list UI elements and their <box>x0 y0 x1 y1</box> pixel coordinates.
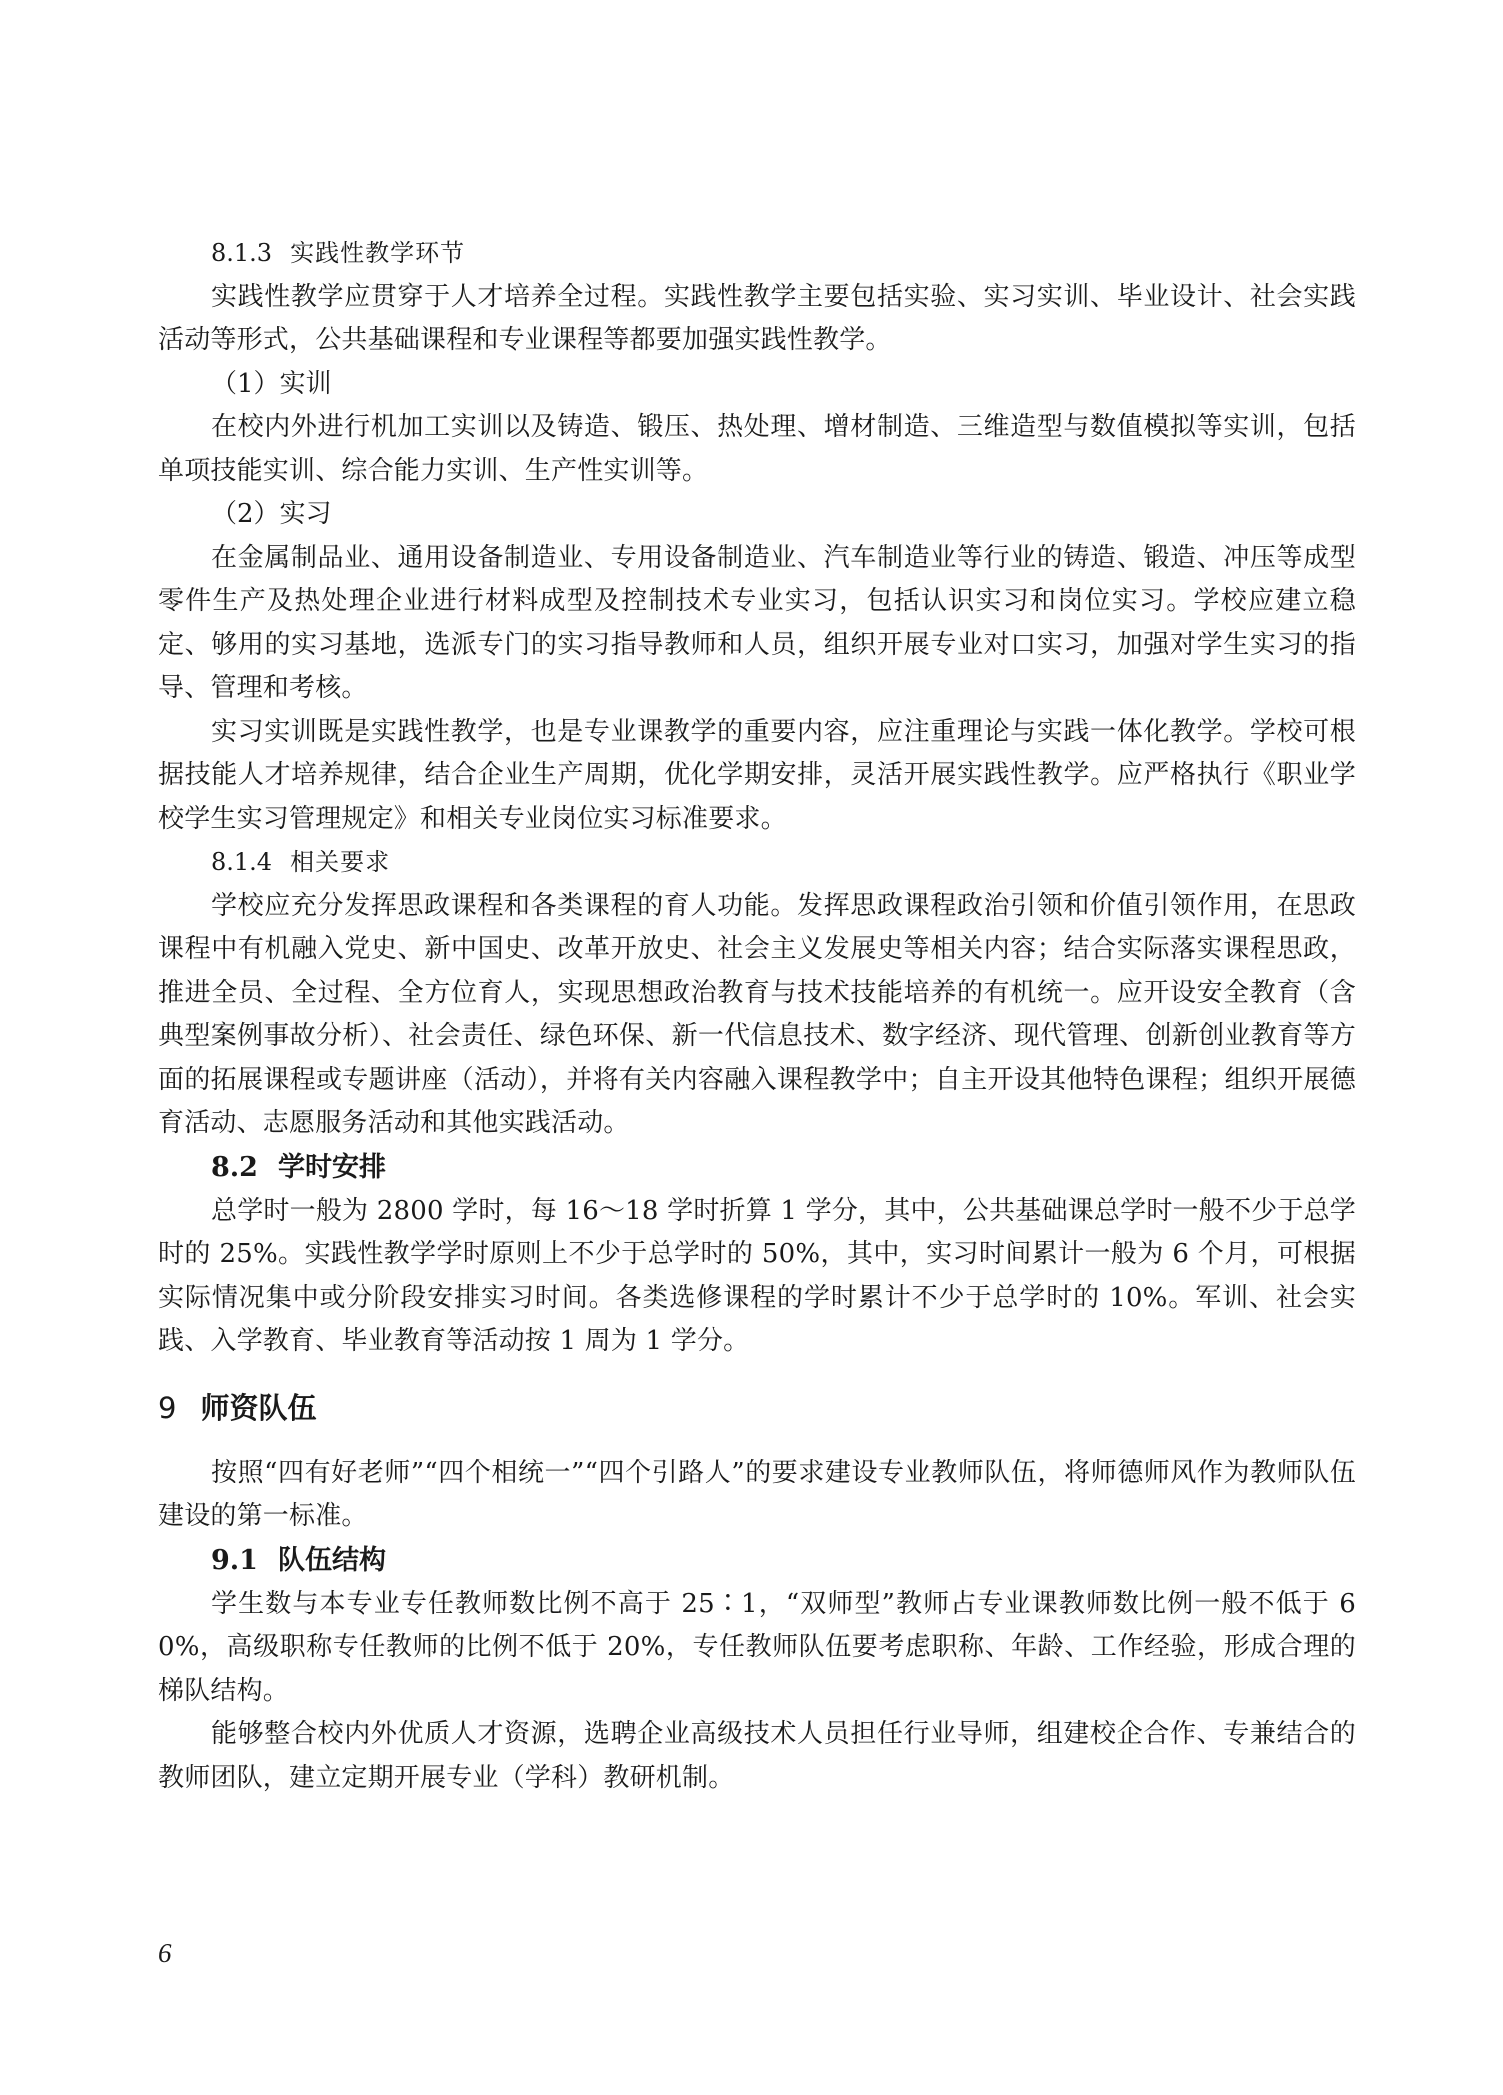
item-heading-internship: （2）实习 <box>211 499 332 529</box>
paragraph-talent-resources: 能够整合校内外优质人才资源，选聘企业高级技术人员担任行业导师，组建校企合作、专兼结合的教师团队，建立定期开展专业（学科）教研机制。 <box>158 1719 1356 1793</box>
paragraph-related-requirements: 学校应充分发挥思政课程和各类课程的育人功能。发挥思政课程政治引领和价值引领作用，在思政课程中有机融入党史、新中国史、改革开放史、社会主义发展史等相关内容；结合实际落实课程思政，推进全员、全过程、全方位育人，实现思想政治教育与技术技能培养的有机统一。应开设安全教育（含典型案例事故分析）、社会责任、绿色环保、新一代信息技术、数字经济、现代管理、创新创业教育等方面的拓展课程或专题讲座（活动），并将有关内容融入课程教学中；自主开设其他特色课程；组织开展德育活动、志愿服务活动和其他实践活动。 <box>158 890 1356 1138</box>
heading-title: 学时安排 <box>277 1151 386 1183</box>
paragraph-training: 在校内外进行机加工实训以及铸造、锻压、热处理、增材制造、三维造型与数值模拟等实训，包括单项技能实训、综合能力实训、生产性实训等。 <box>158 412 1356 486</box>
item-heading-training: （1）实训 <box>211 368 332 399</box>
paragraph-internship: 在金属制品业、通用设备制造业、专用设备制造业、汽车制造业等行业的铸造、锻造、冲压等成型零件生产及热处理企业进行材料成型及控制技术专业实习，包括认识实习和岗位实习。学校应建立稳定、够用的实习基地，选派专门的实习指导教师和人员，组织开展专业对口实习，加强对学生实习的指导、管理和考核。 <box>158 542 1356 703</box>
page-number: 6 <box>158 1938 172 1968</box>
heading-number: 8.2 <box>211 1151 258 1183</box>
heading-title: 相关要求 <box>290 848 391 876</box>
heading-title: 实践性教学环节 <box>290 239 466 267</box>
paragraph-teaching-staff: 按照“四有好老师”“四个相统一”“四个引路人”的要求建设专业教师队伍，将师德师风作为教师队伍建设的第一标准。 <box>158 1457 1356 1531</box>
heading-9-1 <box>158 1539 1356 1583</box>
paragraph-class-hours: 总学时一般为 2800 学时，每 16～18 学时折算 1 学分，其中，公共基础课总学时一般不少于总学时的 25%。实践性教学学时原则上不少于总学时的 50%，其中，实习时间累计一般为 6 个月，可根据实际情况集中或分阶段安排实习时间。各类选修课程的学时累计不少于总学时的 10%。军训、社会实践、入学教育、毕业教育等活动按 1 周为 1 学分。 <box>158 1195 1356 1356</box>
heading-8-1-4 <box>158 841 1356 885</box>
paragraph-team-structure: 学生数与本专业专任教师数比例不高于 25∶1，“双师型”教师占专业课教师数比例一般不低于 60%，高级职称专任教师的比例不低于 20%，专任教师队伍要考虑职称、年龄、工作经验，形成合理的梯队结构。 <box>158 1588 1356 1706</box>
heading-number: 8.1.4 <box>211 848 273 876</box>
heading-title: 师资队伍 <box>200 1390 317 1425</box>
heading-number: 8.1.3 <box>211 239 273 267</box>
heading-title: 队伍结构 <box>277 1544 386 1576</box>
heading-number: 9.1 <box>211 1544 258 1576</box>
heading-8-2 <box>158 1146 1356 1190</box>
document-page <box>158 232 1356 1800</box>
paragraph-practice-closing: 实习实训既是实践性教学，也是专业课教学的重要内容，应注重理论与实践一体化教学。学校可根据技能人才培养规律，结合企业生产周期，优化学期安排，灵活开展实践性教学。应严格执行《职业学校学生实习管理规定》和相关专业岗位实习标准要求。 <box>158 716 1356 834</box>
heading-number: 9 <box>158 1390 177 1425</box>
heading-8-1-3 <box>158 232 1356 276</box>
heading-9 <box>158 1386 1356 1430</box>
paragraph-practice-intro: 实践性教学应贯穿于人才培养全过程。实践性教学主要包括实验、实习实训、毕业设计、社会实践活动等形式，公共基础课程和专业课程等都要加强实践性教学。 <box>158 281 1356 355</box>
